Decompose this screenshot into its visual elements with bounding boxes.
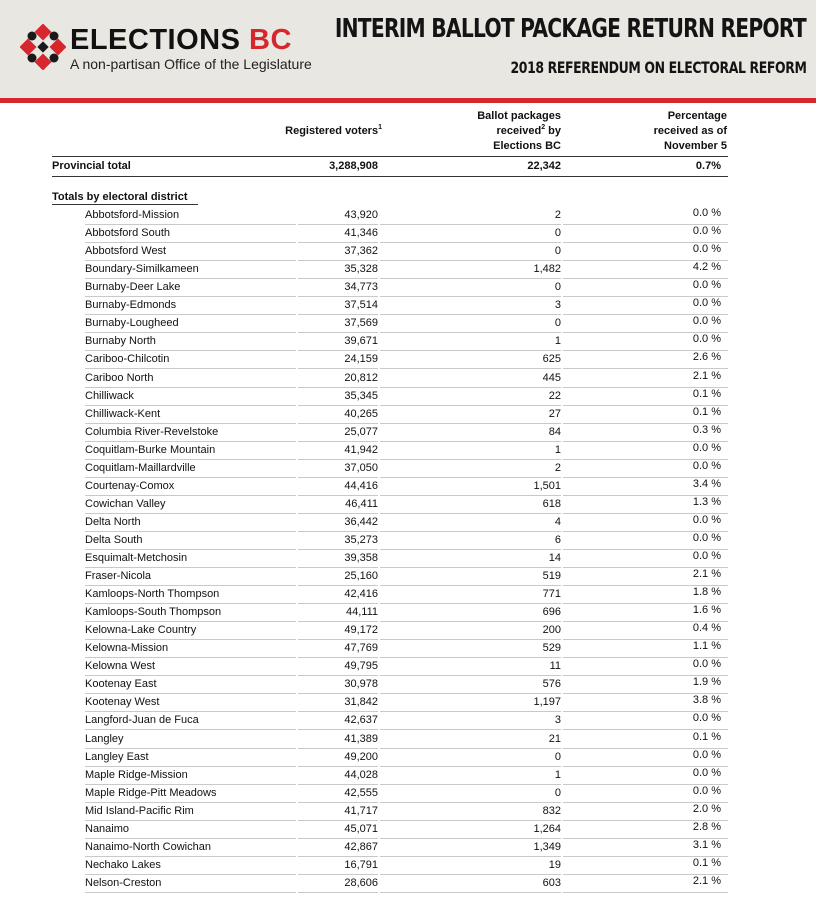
row-rule — [85, 693, 296, 694]
ballot-packages-cell: 832 — [542, 804, 561, 817]
ballot-packages-cell: 6 — [554, 533, 561, 546]
row-rule — [85, 802, 296, 803]
row-rule — [380, 603, 561, 604]
percentage-cell: 1.6 % — [692, 604, 721, 617]
ballot-packages-cell: 1,349 — [533, 840, 561, 853]
row-rule — [380, 693, 561, 694]
percentage-cell: 2.1 % — [692, 568, 721, 580]
percentage-cell: 2.6 % — [692, 351, 721, 364]
row-rule — [298, 784, 378, 785]
percentage-cell: 2.8 % — [692, 820, 721, 833]
row-rule — [563, 892, 728, 893]
ballot-packages-cell: 0 — [554, 317, 561, 330]
district-name: Abbotsford South — [85, 227, 171, 240]
row-rule — [298, 820, 378, 821]
ballot-packages-cell: 1,501 — [533, 479, 561, 492]
row-rule — [85, 495, 296, 496]
district-name: Chilliwack — [85, 389, 134, 402]
row-rule — [380, 224, 561, 225]
percentage-cell: 1.1 % — [692, 640, 721, 653]
ballot-packages-cell: 0 — [554, 786, 561, 799]
ballot-packages-cell: 84 — [548, 425, 561, 438]
provincial-total-registered: 3,288,908 — [329, 160, 378, 172]
row-rule — [380, 549, 561, 550]
registered-voters-cell: 46,411 — [345, 497, 378, 510]
registered-voters-cell: 34,773 — [344, 281, 378, 294]
row-rule — [85, 459, 296, 460]
percentage-cell: 0.0 % — [692, 297, 721, 310]
registered-voters-cell: 41,942 — [344, 443, 378, 456]
row-rule — [85, 423, 296, 424]
ballot-packages-cell: 0 — [554, 281, 561, 294]
elections-bc-logo-icon — [20, 24, 66, 70]
row-rule — [380, 729, 561, 730]
percentage-cell: 3.8 % — [692, 694, 721, 707]
registered-voters-cell: 42,416 — [344, 588, 378, 600]
registered-voters-cell: 37,569 — [344, 317, 378, 330]
row-rule — [298, 711, 378, 712]
percentage-cell: 0.0 % — [692, 550, 721, 562]
row-rule — [85, 675, 296, 676]
ballot-packages-cell: 1,197 — [533, 696, 561, 709]
row-rule — [85, 621, 296, 622]
row-rule — [380, 477, 561, 478]
row-rule — [298, 224, 378, 225]
row-rule — [380, 820, 561, 821]
district-name: Coquitlam-Burke Mountain — [85, 443, 216, 456]
row-rule — [298, 242, 378, 243]
row-rule — [298, 585, 378, 586]
row-rule — [298, 549, 378, 550]
row-rule — [380, 459, 561, 460]
ballot-packages-cell: 529 — [542, 642, 561, 655]
row-rule — [298, 766, 378, 767]
district-name: Esquimalt-Metchosin — [85, 552, 188, 564]
provincial-total-label: Provincial total — [52, 160, 131, 172]
row-rule — [380, 350, 561, 351]
row-rule — [298, 260, 378, 261]
row-rule — [85, 513, 296, 514]
row-rule — [380, 423, 561, 424]
row-rule — [298, 838, 378, 839]
registered-voters-cell: 41,389 — [344, 732, 378, 745]
registered-voters-cell: 31,842 — [344, 696, 378, 709]
row-rule — [298, 603, 378, 604]
percentage-cell: 0.0 % — [692, 225, 721, 238]
registered-voters-cell: 41,717 — [344, 804, 378, 817]
row-rule — [380, 856, 561, 857]
percentage-cell: 0.1 % — [692, 730, 721, 743]
row-rule — [85, 368, 296, 369]
row-rule — [85, 567, 296, 568]
registered-voters-cell: 42,555 — [344, 786, 378, 799]
registered-voters-cell: 39,671 — [344, 335, 378, 348]
brand-tagline: A non-partisan Office of the Legislature — [70, 56, 312, 72]
ballot-packages-cell: 22 — [548, 389, 561, 402]
footnote-marker-1: 1 — [378, 124, 382, 131]
ballot-packages-cell: 625 — [542, 353, 561, 366]
district-name: Chilliwack-Kent — [85, 407, 161, 420]
brand-name-main: ELECTIONS — [70, 24, 241, 56]
percentage-cell: 0.0 % — [692, 315, 721, 328]
row-rule — [85, 729, 296, 730]
district-name: Nelson-Creston — [85, 876, 162, 889]
row-rule — [380, 332, 561, 333]
column-header-registered-text: Registered voters — [285, 125, 379, 137]
district-name: Courtenay-Comox — [85, 479, 175, 492]
row-rule — [298, 531, 378, 532]
percentage-cell: 4.2 % — [692, 261, 721, 274]
district-name: Nechako Lakes — [85, 858, 161, 871]
percentage-cell: 2.1 % — [692, 369, 721, 382]
registered-voters-cell: 40,265 — [344, 407, 378, 420]
ballot-packages-cell: 2 — [554, 461, 561, 474]
ballot-packages-cell: 771 — [542, 588, 561, 600]
row-rule — [380, 874, 561, 875]
row-rule — [380, 513, 561, 514]
section-label: Totals by electoral district — [52, 191, 188, 203]
ballot-packages-cell: 11 — [549, 660, 561, 673]
row-rule — [298, 675, 378, 676]
row-rule — [85, 766, 296, 767]
percentage-cell: 0.0 % — [692, 207, 721, 219]
percentage-cell: 0.0 % — [692, 766, 721, 779]
district-name: Abbotsford West — [85, 245, 167, 258]
ballot-packages-cell: 14 — [548, 552, 561, 564]
ballot-packages-cell: 1 — [554, 335, 561, 348]
registered-voters-cell: 49,172 — [344, 624, 378, 637]
provincial-total-percentage: 0.7% — [695, 160, 721, 172]
percentage-cell: 0.0 % — [692, 333, 721, 346]
district-name: Burnaby-Lougheed — [85, 317, 179, 330]
row-rule — [380, 314, 561, 315]
row-rule — [380, 531, 561, 532]
percentage-cell: 1.3 % — [692, 495, 721, 508]
district-name: Cowichan Valley — [85, 497, 166, 510]
row-rule — [85, 441, 296, 442]
ballot-packages-cell: 200 — [542, 624, 561, 637]
row-rule — [380, 567, 561, 568]
row-rule — [298, 657, 378, 658]
registered-voters-cell: 24,159 — [344, 353, 378, 366]
registered-voters-cell: 49,200 — [344, 750, 378, 763]
row-rule — [380, 368, 561, 369]
report-subtitle: 2018 REFERENDUM ON ELECTORAL REFORM — [510, 58, 806, 77]
column-header-percentage-line3: November 5 — [664, 140, 727, 152]
registered-voters-cell: 44,028 — [344, 768, 378, 781]
row-rule — [380, 495, 561, 496]
row-rule — [298, 405, 378, 406]
row-rule — [85, 332, 296, 333]
row-rule — [298, 513, 378, 514]
percentage-cell: 2.0 % — [692, 802, 721, 815]
row-rule — [380, 784, 561, 785]
row-rule — [298, 748, 378, 749]
ballot-packages-cell: 519 — [542, 570, 561, 582]
registered-voters-cell: 35,345 — [344, 389, 378, 402]
ballot-packages-cell: 1,482 — [533, 263, 561, 276]
row-rule — [380, 657, 561, 658]
row-rule — [298, 693, 378, 694]
row-rule — [298, 802, 378, 803]
column-header-ballots-line2 — [430, 124, 561, 139]
row-rule — [298, 368, 378, 369]
percentage-cell: 0.1 % — [692, 405, 721, 418]
percentage-cell: 0.1 % — [692, 856, 721, 869]
ballot-packages-cell: 1 — [554, 768, 561, 781]
report-header — [0, 0, 816, 98]
district-name: Langford-Juan de Fuca — [85, 714, 199, 727]
registered-voters-cell: 25,077 — [344, 425, 378, 438]
percentage-cell: 0.0 % — [692, 513, 721, 526]
row-rule — [85, 784, 296, 785]
provincial-total-rule — [52, 176, 728, 177]
district-name: Langley — [85, 732, 124, 745]
registered-voters-cell: 25,160 — [344, 570, 378, 582]
percentage-cell: 0.3 % — [692, 423, 721, 436]
percentage-cell: 0.0 % — [692, 279, 721, 292]
ballot-packages-cell: 3 — [554, 714, 561, 727]
row-rule — [298, 423, 378, 424]
row-rule — [380, 387, 561, 388]
row-rule — [380, 585, 561, 586]
row-rule — [380, 621, 561, 622]
row-rule — [298, 621, 378, 622]
district-name: Fraser-Nicola — [85, 570, 152, 582]
row-rule — [85, 314, 296, 315]
row-rule — [298, 567, 378, 568]
registered-voters-cell: 41,346 — [344, 227, 378, 240]
district-name: Kelowna West — [85, 660, 156, 673]
row-rule — [380, 405, 561, 406]
district-name: Boundary-Similkameen — [85, 263, 199, 276]
row-rule — [380, 441, 561, 442]
row-rule — [298, 332, 378, 333]
registered-voters-cell: 37,514 — [344, 299, 378, 312]
column-header-ballots-line3: Elections BC — [493, 140, 561, 152]
registered-voters-cell: 35,273 — [344, 533, 378, 546]
registered-voters-cell: 42,637 — [344, 714, 378, 727]
column-header-percentage-line2: received as of — [653, 125, 727, 137]
district-name: Burnaby North — [85, 335, 156, 348]
district-name: Kamloops-South Thompson — [85, 606, 222, 619]
row-rule — [380, 802, 561, 803]
column-header-percentage — [600, 109, 727, 154]
percentage-cell: 0.4 % — [692, 622, 721, 635]
ballot-packages-cell: 1,264 — [533, 822, 561, 835]
district-name: Kelowna-Mission — [85, 642, 169, 655]
row-rule — [380, 296, 561, 297]
ballot-packages-cell: 0 — [554, 750, 561, 763]
ballot-packages-cell: 618 — [542, 497, 561, 510]
ballot-packages-cell: 27 — [548, 407, 561, 420]
district-name: Columbia River-Revelstoke — [85, 425, 219, 438]
brand-name — [70, 24, 292, 56]
percentage-cell: 0.0 % — [692, 441, 721, 454]
row-rule — [85, 820, 296, 821]
district-name: Maple Ridge-Mission — [85, 768, 188, 781]
percentage-cell: 1.8 % — [692, 586, 721, 598]
row-rule — [298, 639, 378, 640]
row-rule — [85, 838, 296, 839]
row-rule — [298, 350, 378, 351]
percentage-cell: 1.9 % — [692, 676, 721, 689]
district-name: Kootenay East — [85, 678, 157, 691]
table-row — [0, 874, 816, 895]
row-rule — [380, 242, 561, 243]
district-name: Kelowna-Lake Country — [85, 624, 197, 637]
ballot-packages-cell: 445 — [542, 371, 561, 384]
row-rule — [85, 242, 296, 243]
percentage-cell: 3.4 % — [692, 477, 721, 490]
district-name: Burnaby-Deer Lake — [85, 281, 181, 294]
registered-voters-cell: 36,442 — [344, 515, 378, 528]
row-rule — [85, 711, 296, 712]
column-header-ballots-line2-post: by — [545, 125, 561, 137]
row-rule — [85, 350, 296, 351]
district-name: Abbotsford-Mission — [85, 209, 180, 221]
report-title: INTERIM BALLOT PACKAGE RETURN REPORT — [334, 14, 806, 44]
footnote-marker-2: 2 — [541, 124, 546, 131]
column-header-percentage-line1: Percentage — [667, 110, 727, 122]
header-divider — [0, 98, 816, 103]
row-rule — [298, 441, 378, 442]
district-name: Delta South — [85, 533, 143, 546]
row-rule — [85, 603, 296, 604]
district-name: Nanaimo-North Cowichan — [85, 840, 211, 853]
registered-voters-cell: 43,920 — [344, 209, 378, 221]
row-rule — [298, 729, 378, 730]
ballot-packages-cell: 1 — [554, 443, 561, 456]
district-name: Coquitlam-Maillardville — [85, 461, 196, 474]
percentage-cell: 0.0 % — [692, 459, 721, 472]
registered-voters-cell: 44,111 — [345, 606, 378, 619]
row-rule — [298, 892, 378, 893]
row-rule — [380, 711, 561, 712]
row-rule — [298, 314, 378, 315]
row-rule — [85, 296, 296, 297]
row-rule — [85, 405, 296, 406]
registered-voters-cell: 42,867 — [344, 840, 378, 853]
registered-voters-cell: 16,791 — [344, 858, 378, 871]
percentage-cell: 0.0 % — [692, 712, 721, 725]
row-rule — [298, 856, 378, 857]
district-name: Langley East — [85, 750, 149, 763]
row-rule — [380, 675, 561, 676]
district-name: Maple Ridge-Pitt Meadows — [85, 786, 217, 799]
ballot-packages-cell: 21 — [548, 732, 561, 745]
ballot-packages-cell: 603 — [542, 876, 561, 889]
district-name: Burnaby-Edmonds — [85, 299, 177, 312]
row-rule — [298, 874, 378, 875]
row-rule — [298, 296, 378, 297]
registered-voters-cell: 47,769 — [344, 642, 378, 655]
header-rule — [52, 156, 728, 157]
provincial-total-ballots: 22,342 — [527, 160, 561, 172]
row-rule — [85, 477, 296, 478]
row-rule — [298, 459, 378, 460]
district-name: Kamloops-North Thompson — [85, 588, 220, 600]
registered-voters-cell: 28,606 — [344, 876, 378, 889]
percentage-cell: 3.1 % — [692, 838, 721, 851]
percentage-cell: 0.0 % — [692, 243, 721, 256]
row-rule — [85, 639, 296, 640]
registered-voters-cell: 45,071 — [344, 822, 378, 835]
column-header-registered — [250, 124, 382, 139]
row-rule — [380, 260, 561, 261]
percentage-cell: 2.1 % — [692, 874, 721, 887]
district-name: Delta North — [85, 515, 141, 528]
ballot-packages-cell: 4 — [554, 515, 561, 528]
registered-voters-cell: 44,416 — [344, 479, 378, 492]
row-rule — [85, 260, 296, 261]
row-rule — [85, 748, 296, 749]
district-name: Cariboo North — [85, 371, 154, 384]
row-rule — [85, 856, 296, 857]
row-rule — [380, 766, 561, 767]
registered-voters-cell: 35,328 — [344, 263, 378, 276]
registered-voters-cell: 37,050 — [344, 461, 378, 474]
ballot-packages-cell: 576 — [542, 678, 561, 691]
district-name: Cariboo-Chilcotin — [85, 353, 170, 366]
column-header-ballots-line1: Ballot packages — [477, 110, 561, 122]
ballot-packages-cell: 696 — [542, 606, 561, 619]
ballot-packages-cell: 0 — [554, 245, 561, 258]
row-rule — [380, 838, 561, 839]
row-rule — [85, 224, 296, 225]
registered-voters-cell: 37,362 — [344, 245, 378, 258]
percentage-cell: 0.0 % — [692, 748, 721, 761]
registered-voters-cell: 49,795 — [344, 660, 378, 673]
registered-voters-cell: 20,812 — [344, 371, 378, 384]
ballot-packages-cell: 2 — [554, 209, 561, 221]
percentage-cell: 0.0 % — [692, 658, 721, 671]
row-rule — [85, 585, 296, 586]
registered-voters-cell: 39,358 — [344, 552, 378, 564]
brand-name-accent: BC — [249, 24, 292, 56]
section-label-rule — [52, 204, 198, 205]
row-rule — [298, 477, 378, 478]
row-rule — [85, 531, 296, 532]
row-rule — [85, 892, 296, 893]
percentage-cell: 0.0 % — [692, 784, 721, 797]
district-name: Mid Island-Pacific Rim — [85, 804, 194, 817]
registered-voters-cell: 30,978 — [344, 678, 378, 691]
district-name: Nanaimo — [85, 822, 130, 835]
ballot-packages-cell: 0 — [554, 227, 561, 240]
district-name: Kootenay West — [85, 696, 160, 709]
row-rule — [85, 387, 296, 388]
row-rule — [380, 748, 561, 749]
row-rule — [298, 278, 378, 279]
ballot-packages-cell: 3 — [554, 299, 561, 312]
column-header-ballots-line2-pre: received — [496, 125, 542, 137]
percentage-cell: 0.1 % — [692, 387, 721, 400]
row-rule — [298, 387, 378, 388]
percentage-cell: 0.0 % — [692, 531, 721, 544]
row-rule — [85, 657, 296, 658]
row-rule — [380, 892, 561, 893]
row-rule — [85, 278, 296, 279]
row-rule — [298, 495, 378, 496]
row-rule — [85, 549, 296, 550]
row-rule — [380, 639, 561, 640]
row-rule — [380, 278, 561, 279]
row-rule — [85, 874, 296, 875]
column-header-ballots — [430, 109, 561, 154]
ballot-packages-cell: 19 — [548, 858, 561, 871]
